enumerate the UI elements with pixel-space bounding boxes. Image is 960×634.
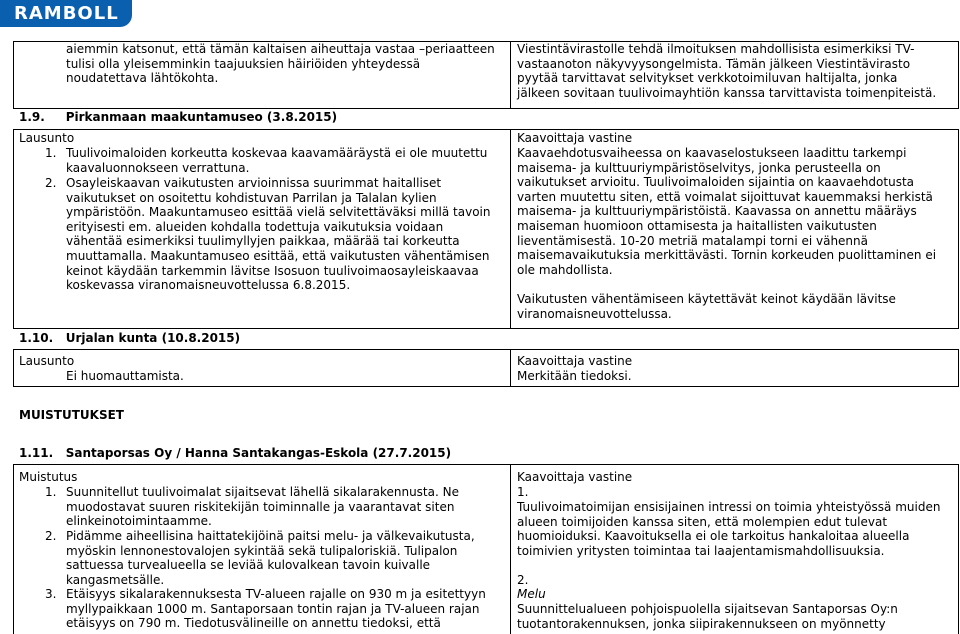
item-text	[66, 485, 502, 529]
text-line: pyytää tarvittavat selvitykset verkkotoimiluvan haltijalta, jonka	[517, 71, 898, 86]
text-line: Suunnitellut tuulivoimalat sijaitsevat lähellä sikalarakennusta. Ne	[66, 485, 459, 499]
logo-text: RAMBOLL	[14, 3, 119, 24]
text-line: muodostavat suuren riskitekijän toiminnalle ja vaarantavat siten	[66, 499, 455, 514]
text-line: maisemavaikutuksia merkittävästi. Tornin korkeuden puolittaminen ei	[517, 248, 937, 263]
table-bottom-border	[13, 386, 959, 387]
text-line: elinkeinotoimintaamme.	[66, 514, 212, 529]
table-mid-border	[510, 349, 511, 387]
top-right-text	[517, 42, 950, 100]
text-line: lieventämisestä. 10-20 metriä matalampi torni ei vähennä	[517, 233, 868, 248]
text-line: ole mahdollista.	[517, 262, 613, 277]
table-top-border	[13, 349, 959, 350]
kaavoittaja-vastine-label: Kaavoittaja vastine	[517, 131, 633, 145]
table-top-border	[13, 464, 959, 465]
text-line: Suunnittelualueen pohjoispuolella sijaitsevan Santaporsas Oy:n	[517, 602, 898, 616]
table-left-border	[13, 41, 14, 109]
text-line: etäisyys on 790 m. Tiedotusvälineille on annettu tiedoksi, että	[66, 616, 441, 631]
lausunto-label: Lausunto	[19, 354, 75, 368]
text-line: myöskin lennonestovalojen sykintää sekä tulipaloriskiä. Tulipalon	[66, 543, 458, 558]
muistutus-label: Muistutus	[19, 470, 78, 484]
text-line: Etäisyys sikalarakennuksesta TV-alueen rajalle on 930 m ja esitettyyn	[66, 587, 486, 601]
item-number: 1.	[45, 485, 57, 499]
top-left-text	[66, 42, 506, 86]
text-line: keinot käydään tarkemmin lävitse Isosuon tuulivoimaosayleiskaavaa	[66, 263, 479, 278]
response-number: 2.	[517, 573, 529, 587]
muistutukset-heading: MUISTUTUKSET	[19, 408, 124, 422]
table-right-border	[958, 464, 959, 634]
text-line: Vaikutusten vähentämiseen käytettävät keinot käydään lävitse	[517, 292, 896, 306]
text-line: erityisesti em. alueiden kohdalla todettuja vaikutuksia voidaan	[66, 219, 444, 234]
text-line: vähentää esimerkiksi tuulimyllyjen paikkaa, määrää tai korkeutta	[66, 234, 460, 249]
response-text	[517, 500, 950, 558]
lausunto-label: Lausunto	[19, 131, 75, 145]
table-right-border	[958, 41, 959, 109]
text-line: varten muutettu siten, että voimalat sijoittuvat kauemmaksi herkistä	[517, 189, 933, 204]
item-text	[66, 176, 502, 293]
text-line: vaikutukset on osoitettu kohdistuvan Parrilan ja Talalan kylien	[66, 190, 437, 205]
text-line: maiseman huomioon ottamisesta ja haitallisten vaikutusten	[517, 218, 877, 233]
text-line: maisema- ja kulttuuriympäristöistä. Kaavassa on annettu määräys	[517, 204, 917, 219]
text-line: huomioiduksi. Kaavoituksella ei ole tarkoitus hankaloitaa alueella	[517, 529, 910, 544]
text-line: koskevassa viranomaisneuvottelussa 6.8.2015.	[66, 278, 351, 293]
item-text	[66, 529, 502, 587]
section-heading-1-11: 1.11. Santaporsas Oy / Hanna Santakangas-Eskola (27.7.2015)	[19, 446, 452, 460]
text-line: sattuessa turvealueella se leviää kulovalkean tavoin kuivalle	[66, 558, 431, 573]
item-text: Ei huomauttamista.	[66, 369, 184, 383]
text-line: noudatettava lähtökohta.	[66, 71, 219, 86]
table-left-border	[13, 464, 14, 634]
text-line: Osayleiskaavan vaikutusten arvioinnissa suurimmat haitalliset	[66, 176, 442, 190]
ramboll-logo	[0, 0, 132, 27]
item-number: 3.	[45, 587, 57, 601]
table-top-border	[13, 129, 959, 130]
text-line: aiemmin katsonut, että tämän kaltaisen aiheuttaja vastaa –periaatteen	[66, 42, 495, 56]
table-mid-border	[510, 464, 511, 634]
response-text	[517, 602, 950, 631]
text-line: alueen toimijoiden kanssa siten, että molempien edut tulevat	[517, 514, 888, 529]
text-line: jälkeen sovitaan tuulivoimayhtiön kanssa tarvittavista toimenpiteistä.	[517, 85, 937, 100]
text-line: kangasmetsälle.	[66, 572, 165, 587]
item-number: 2.	[45, 529, 57, 543]
text-line: viranomaisneuvottelussa.	[517, 306, 672, 321]
text-line: toimivien yritysten toimintaa tai laajentamismahdollisuuksia.	[517, 543, 885, 558]
text-line: tuotantorakennuksen, jonka siipirakennukseen on myönnetty	[517, 616, 886, 631]
table-left-border	[13, 129, 14, 329]
text-line: tulisi olla yleisemminkin taajuuksien häiriöiden yhteydessä	[66, 56, 421, 71]
text-line: kaavaluonnokseen verrattuna.	[66, 160, 250, 175]
table-mid-border	[510, 129, 511, 329]
table-bottom-border	[13, 328, 959, 329]
text-line: Tuulivoimaloiden korkeutta koskevaa kaavamääräystä ei ole muutettu	[66, 146, 488, 160]
kaavoittaja-vastine-label: Kaavoittaja vastine	[517, 470, 633, 484]
response-text	[517, 292, 950, 321]
melu-subheading: Melu	[517, 587, 546, 601]
text-line: Tuulivoimatoimijan ensisijainen intressi on toimia yhteistyössä muiden	[517, 500, 941, 514]
text-line: myllypaikkaan 1000 m. Santaporsaan tontin rajan ja TV-alueen rajan	[66, 601, 480, 616]
text-line: vaikutukset arvioitu. Tuulivoimaloiden sijaintia on kaavaehdotusta	[517, 175, 915, 190]
response-text	[517, 146, 950, 277]
item-text	[66, 587, 502, 631]
text-line: Kaavaehdotusvaiheessa on kaavaselostukseen laadittu tarkempi	[517, 146, 907, 160]
text-line: vastaanoton näkyvyysongelmista. Tämän jälkeen Viestintävirasto	[517, 56, 911, 71]
item-text	[66, 146, 502, 175]
item-number: 1.	[45, 146, 57, 160]
table-left-border	[13, 349, 14, 387]
text-line: Pidämme aiheellisina haittatekijöinä paitsi melu- ja välkevaikutusta,	[66, 529, 475, 543]
table-right-border	[958, 349, 959, 387]
text-line: muuttamalla. Maakuntamuseo esittää, että vaikutusten vähentämisen	[66, 248, 490, 263]
table-mid-border	[510, 41, 511, 109]
table-bottom-border	[13, 108, 959, 109]
text-line: Viestintävirastolle tehdä ilmoituksen mahdollisista esimerkiksi TV-	[517, 42, 915, 56]
text-line: maisema- ja kulttuuriympäristöselvitys, jonka perusteella on	[517, 160, 881, 175]
section-heading-1-9: 1.9. Pirkanmaan maakuntamuseo (3.8.2015)	[19, 110, 338, 124]
item-number: 2.	[45, 176, 57, 190]
kaavoittaja-vastine-label: Kaavoittaja vastine	[517, 354, 633, 368]
response-number: 1.	[517, 485, 529, 499]
table-right-border	[958, 129, 959, 329]
text-line: ympäristöön. Maakuntamuseo esittää vielä selvitettäväksi millä tavoin	[66, 205, 491, 220]
section-heading-1-10: 1.10. Urjalan kunta (10.8.2015)	[19, 331, 241, 345]
response-text: Merkitään tiedoksi.	[517, 369, 632, 383]
